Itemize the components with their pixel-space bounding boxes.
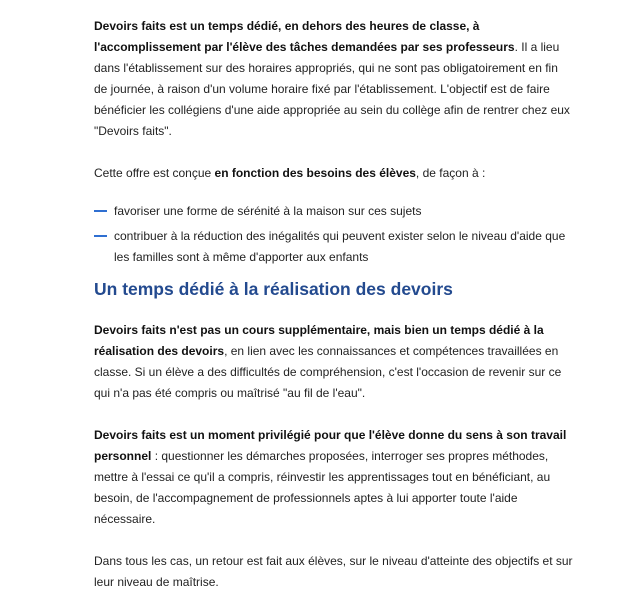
dash-bullet-icon: [94, 210, 107, 212]
list-item-text: contribuer à la réduction des inégalités qui peuvent exister selon le niveau d'aide que les familles sont à même d'apporter aux enfants: [114, 229, 566, 264]
list-item: [94, 201, 574, 222]
dash-bullet-icon: [94, 235, 107, 237]
moment-paragraph: [94, 425, 574, 530]
offer-bold-text: en fonction des besoins des élèves: [214, 166, 416, 180]
offer-paragraph: [94, 163, 574, 184]
intro-bold-text: Devoirs faits est un temps dédié, en dehors des heures de classe, à l'accomplissement par l'élève des tâches demandées par ses professeurs: [94, 19, 515, 54]
course-text: , en lien avec les connaissances et compétences travaillées en classe. Si un élève a des difficultés de compréhension, c'est l'occasion de revenir sur ce qui n'a pas été compris ou maîtrisé "au fil de l'eau".: [94, 344, 562, 400]
intro-paragraph: [94, 16, 574, 142]
article-content: [94, 16, 574, 593]
course-paragraph: [94, 320, 574, 404]
list-item: [94, 226, 574, 268]
moment-bold-text: Devoirs faits est un moment privilégié pour que l'élève donne du sens à son travail personnel: [94, 428, 567, 463]
offer-prefix: Cette offre est conçue: [94, 166, 215, 180]
intro-text: . Il a lieu dans l'établissement sur des horaires appropriés, qui ne sont pas obligatoirement en fin de journée, à raison d'un volume horaire fixé par l'établissement. L'objectif est de faire bénéficier les collégiens d'une aide appropriée au sein du collège afin de rentrer chez eux "Devoirs faits".: [94, 40, 570, 138]
section-heading: Un temps dédié à la réalisation des devoirs: [94, 279, 453, 299]
objectives-list: [94, 201, 574, 268]
offer-suffix: , de façon à :: [415, 166, 486, 180]
list-item-text: favoriser une forme de sérénité à la maison sur ces sujets: [114, 204, 422, 218]
course-bold-text: Devoirs faits n'est pas un cours supplémentaire, mais bien un temps dédié à la réalisation des devoirs: [94, 323, 544, 358]
moment-text: : questionner les démarches proposées, interroger ses propres méthodes, mettre à l'essai ce qu'il a compris, réinvestir les apprentissages tout en bénéficiant, au besoin, de l'accompagnement de professionnels aptes à lui apporter toute l'aide nécessaire.: [94, 449, 551, 526]
feedback-paragraph: Dans tous les cas, un retour est fait aux élèves, sur le niveau d'atteinte des objectifs et sur leur niveau de maîtrise.: [94, 554, 573, 589]
viewport-bottom-edge: [0, 532, 640, 539]
